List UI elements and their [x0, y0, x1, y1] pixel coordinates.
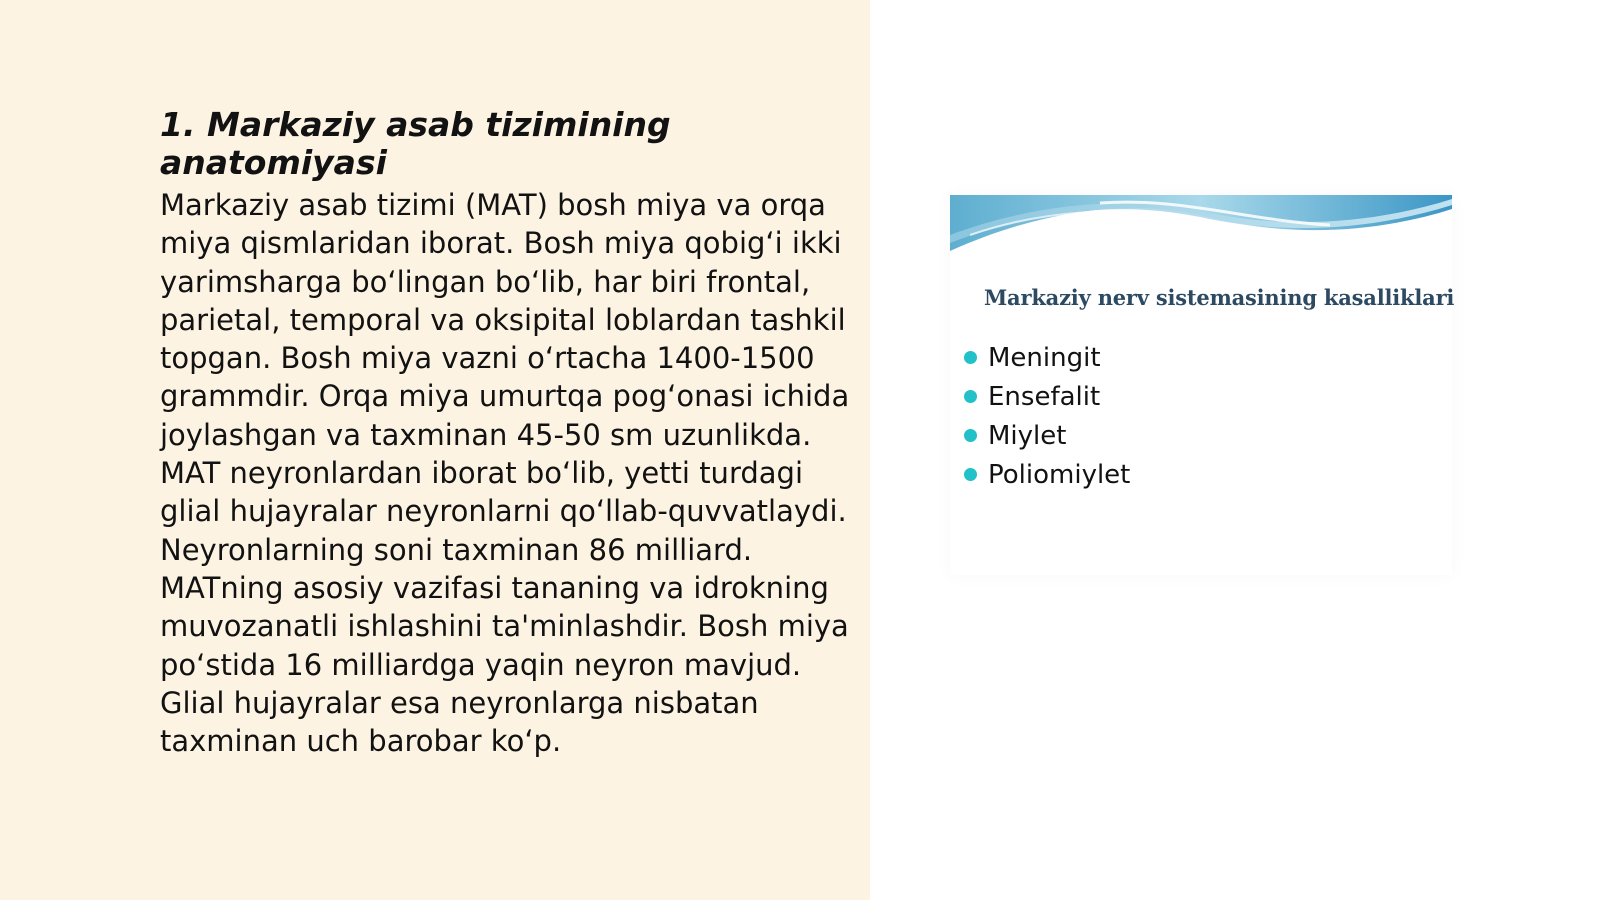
list-item-label: Ensefalit — [988, 381, 1101, 412]
wave-banner-image — [950, 195, 1452, 255]
list-item — [964, 377, 1130, 416]
disease-list — [964, 338, 1130, 494]
figure-title: Markaziy nerv sistemasining kasalliklari — [984, 285, 1455, 310]
list-item — [964, 455, 1130, 494]
list-item-label: Miylet — [988, 420, 1067, 451]
bullet-dot-icon — [964, 468, 977, 481]
bullet-dot-icon — [964, 351, 977, 364]
list-item — [964, 338, 1130, 377]
bullet-dot-icon — [964, 390, 977, 403]
bullet-dot-icon — [964, 429, 977, 442]
list-item-label: Poliomiylet — [988, 459, 1131, 490]
slide-body-text: Markaziy asab tizimi (MAT) bosh miya va orqa miya qismlaridan iborat. Bosh miya qobig‘i ikki yarimsharga bo‘lingan bo‘lib, har biri frontal, parietal, temporal va oksipital loblardan tashkil topgan. Bosh miya vazni o‘rtacha 1400-1500 grammdir. Orqa miya umurtqa pog‘onasi ichida joylashgan va taxminan 45-50 sm uzunlikda. MAT neyronlardan iborat bo‘lib, yetti turdagi glial hujayralar neyronlarni qo‘llab-quvvatlaydi. Neyronlarning soni taxminan 86 milliard. MATning asosiy vazifasi tananing va idrokning muvozanatli ishlashini ta'minlashdir. Bosh miya po‘stida 16 milliardga yaqin neyron mavjud. Glial hujayralar esa neyronlarga nisbatan taxminan uch barobar ko‘p. — [160, 188, 850, 759]
slide-title: 1. Markaziy asab tizimining anatomiyasi — [160, 105, 671, 182]
list-item — [964, 416, 1130, 455]
diseases-figure — [950, 195, 1455, 575]
list-item-label: Meningit — [988, 342, 1101, 373]
